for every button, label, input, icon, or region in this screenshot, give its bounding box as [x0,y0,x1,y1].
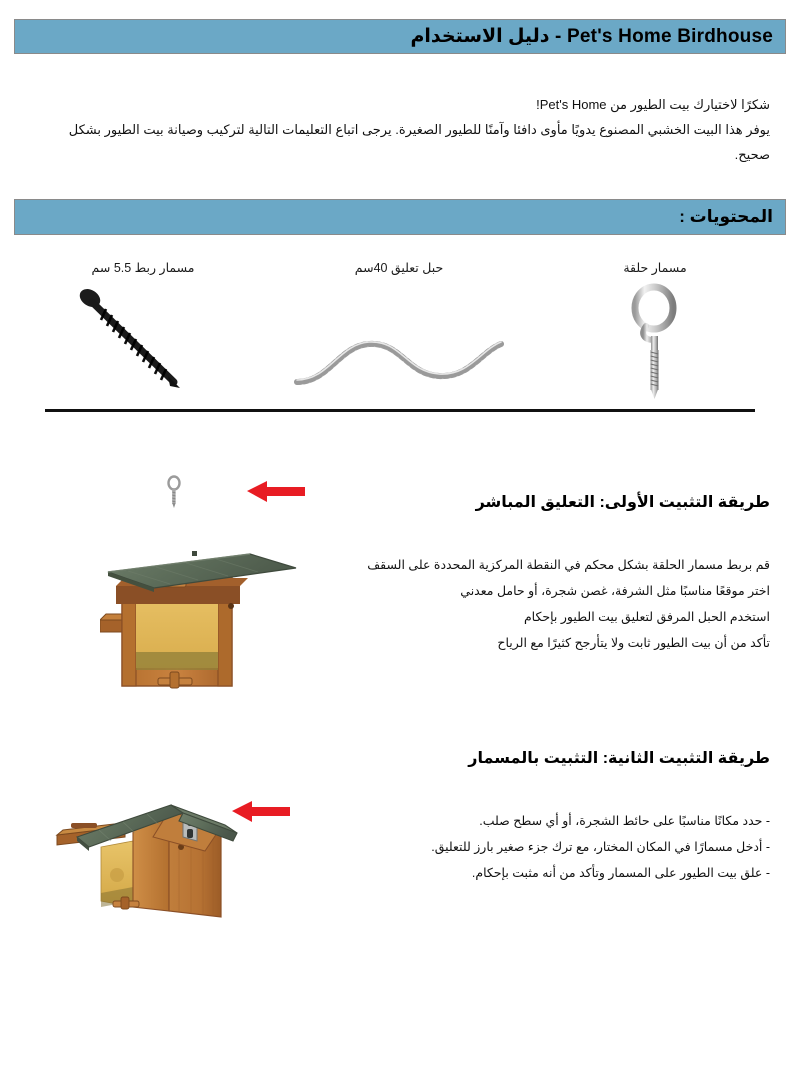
part-rope [274,258,524,402]
birdhouse-open-front-illustration [100,510,305,710]
part-screw [18,258,268,402]
intro-line-3: صحيح. [734,147,770,162]
method-1-line-3: استخدم الحبل المرفق لتعليق بيت الطيور بإحكام [523,610,770,624]
contents-banner [14,199,786,235]
method-2-line-3: - علق بيت الطيور على المسمار وتأكد من أنه مثبت بإحكام. [471,866,770,880]
contents-parts-row [20,258,780,408]
intro-line-2: يوفر هذا البيت الخشبي المصنوع يدويًا مأوى دافئا وآمنًا للطيور الصغيرة. يرجى اتباع التعليمات التالية لتركيب وصيانة بيت الطيور بشكل [68,122,770,137]
title-banner [14,19,786,54]
birdhouse-angled-illustration [55,775,255,935]
part-art-screw [18,282,268,402]
contents-heading: المحتويات : [679,207,773,226]
method-1-line-4: تأكد من أن بيت الطيور ثابت ولا يتأرجح كثيرًا مع الرياح [497,636,770,650]
method-2-heading: طريقة التثبيت الثانية: التثبيت بالمسمار [468,750,770,767]
red-arrow-left-icon [247,478,305,504]
document-title: Pet's Home Birdhouse - دليل الاستخدام [410,26,773,47]
method-1-heading: طريقة التثبيت الأولى: التعليق المباشر [475,494,770,511]
method-1-line-1: قم بربط مسمار الحلقة بشكل محكم في النقطة المركزية المحددة على السقف [367,558,770,572]
part-label-rope: حبل تعليق 40سم [354,261,444,275]
part-art-rope [274,282,524,402]
method-1-line-2: اختر موقعًا مناسبًا مثل الشرفة، غصن شجرة، أو حامل معدني [460,584,770,598]
rope-icon [289,282,509,402]
intro-line-1: شكرًا لاختيارك بيت الطيور من Pet's Home! [536,97,770,112]
part-label-eye-screw: مسمار حلقة [623,261,687,275]
part-label-screw: مسمار ربط 5.5 سم [91,261,195,275]
part-art-eye-screw [530,282,780,402]
method-2-line-1: - حدد مكانًا مناسبًا على حائط الشجرة، أو أي سطح صلب. [479,814,770,828]
intro-paragraph [30,92,770,167]
method-1-body [300,552,770,656]
eye-screw-icon [610,282,700,402]
method-2-line-2: - أدخل مسمارًا في المكان المختار، مع ترك جزء صغير بارز للتعليق. [431,840,770,854]
part-eye-screw [530,258,780,402]
method-2-body [340,808,770,886]
screw-icon [68,282,218,402]
section-divider [45,409,755,412]
eye-screw-small-icon [163,475,185,509]
